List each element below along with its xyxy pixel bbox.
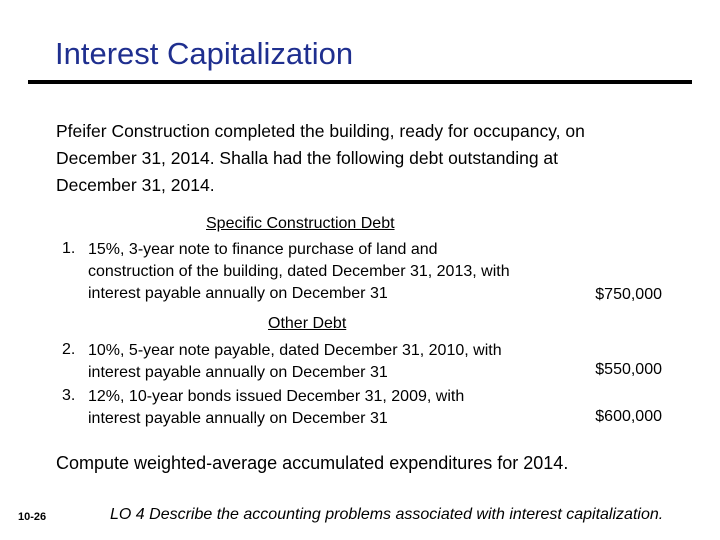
item-line: construction of the building, dated December 31, 2013, with (88, 263, 510, 280)
item-number: 1. (62, 240, 76, 257)
intro-line: December 31, 2014. (56, 175, 215, 195)
item-description (88, 239, 510, 305)
item-number: 2. (62, 341, 76, 358)
title-divider (28, 80, 692, 84)
intro-line: Pfeifer Construction completed the building, ready for occupancy, on (56, 121, 585, 141)
item-amount: $550,000 (595, 361, 662, 378)
other-debt-heading: Other Debt (268, 315, 347, 332)
item-line: interest payable annually on December 31 (88, 364, 388, 381)
slide-number: 10-26 (18, 511, 47, 523)
item-description (88, 340, 502, 384)
item-line: 15%, 3-year note to finance purchase of land and (88, 241, 438, 258)
slide-title: Interest Capitalization (55, 36, 354, 71)
item-line: interest payable annually on December 31 (88, 410, 388, 427)
learning-objective: LO 4 Describe the accounting problems associated with interest capitalization. (110, 506, 664, 523)
item-amount: $750,000 (595, 286, 662, 303)
item-number: 3. (62, 387, 76, 404)
item-line: interest payable annually on December 31 (88, 285, 388, 302)
specific-debt-heading: Specific Construction Debt (206, 215, 395, 232)
item-line: 10%, 5-year note payable, dated December 31, 2010, with (88, 342, 502, 359)
compute-instruction: Compute weighted-average accumulated expenditures for 2014. (56, 453, 569, 473)
intro-paragraph (56, 118, 676, 199)
item-description (88, 386, 464, 430)
item-amount: $600,000 (595, 408, 662, 425)
item-line: 12%, 10-year bonds issued December 31, 2009, with (88, 388, 465, 405)
intro-line: December 31, 2014. Shalla had the following debt outstanding at (56, 148, 559, 168)
